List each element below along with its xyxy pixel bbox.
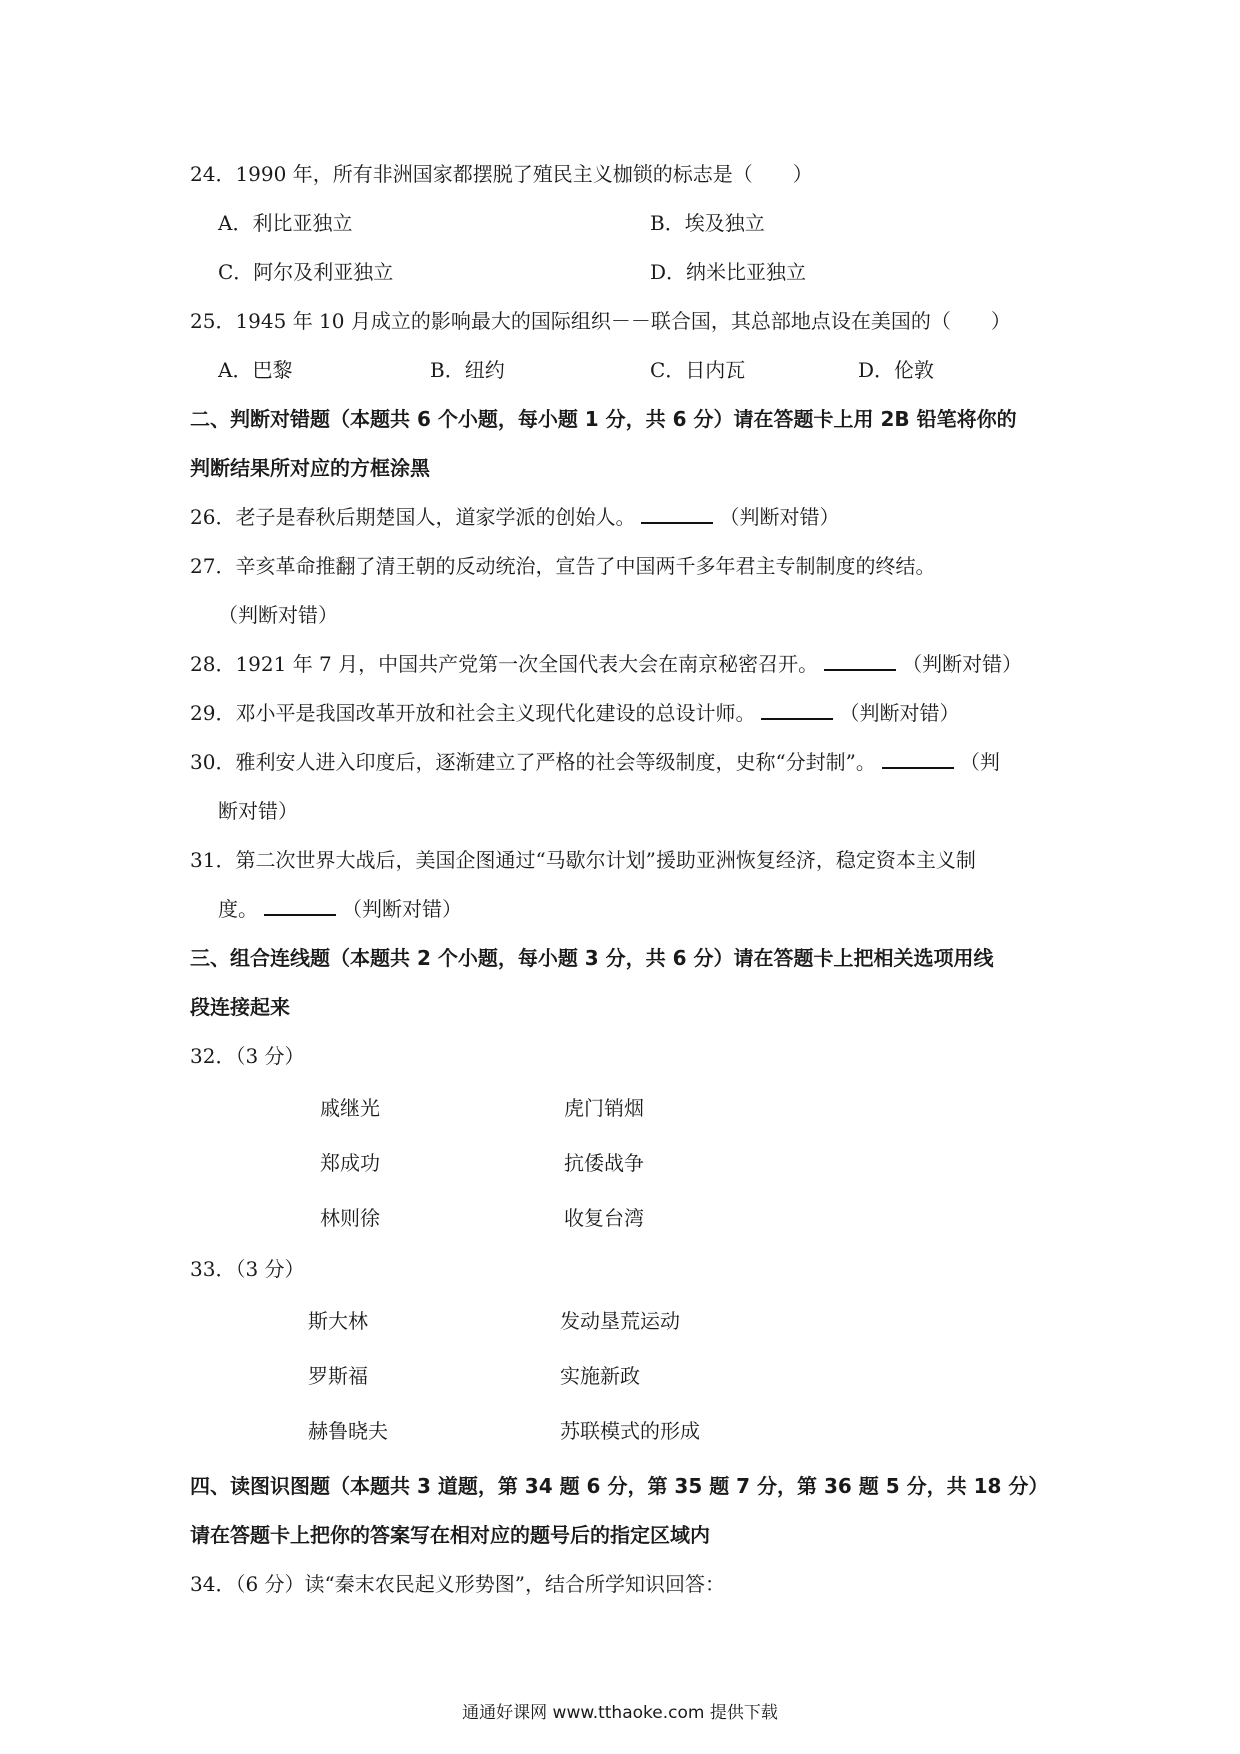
q32-left-item[interactable]: 戚继光 (320, 1096, 380, 1120)
question-26 (190, 505, 839, 529)
question-24-option-c: C．阿尔及利亚独立 (218, 260, 394, 284)
section-2-heading-line-1: 二、判断对错题（本题共 6 个小题，每小题 1 分，共 6 分）请在答题卡上用 2B 铅笔将你的 (190, 407, 1017, 431)
q32-right-item[interactable]: 收复台湾 (564, 1206, 644, 1230)
q33-right-item[interactable]: 苏联模式的形成 (560, 1419, 700, 1443)
question-31-line-1: 31．第二次世界大战后，美国企图通过“马歇尔计划”援助亚洲恢复经济，稳定资本主义制 (190, 848, 976, 872)
q33-right-item[interactable]: 实施新政 (560, 1364, 640, 1388)
question-24-option-a: A．利比亚独立 (218, 211, 353, 235)
question-34-stem: 34．（6 分）读“秦末农民起义形势图”，结合所学知识回答： (190, 1572, 725, 1596)
section-2-heading-line-2: 判断结果所对应的方框涂黑 (190, 456, 430, 480)
question-24-option-d: D．纳米比亚独立 (650, 260, 807, 284)
question-25-option-d: D．伦敦 (858, 358, 935, 382)
section-4-heading-line-2: 请在答题卡上把你的答案写在相对应的题号后的指定区域内 (190, 1523, 710, 1547)
question-28 (190, 652, 1022, 676)
question-26-text: 26．老子是春秋后期楚国人，道家学派的创始人。 (190, 505, 636, 529)
q33-left-item[interactable]: 赫鲁晓夫 (308, 1419, 388, 1443)
question-24-option-b: B．埃及独立 (650, 211, 765, 235)
page-footer: 通通好课网 www.tthaoke.com 提供下载 (462, 1703, 778, 1723)
question-30-line-2: 断对错） (218, 799, 298, 823)
question-29-text: 29．邓小平是我国改革开放和社会主义现代化建设的总设计师。 (190, 701, 756, 725)
question-33-stem: 33．（3 分） (190, 1257, 305, 1281)
answer-blank[interactable] (761, 702, 833, 720)
question-29-tail: （判断对错） (839, 701, 960, 725)
q33-right-item[interactable]: 发动垦荒运动 (560, 1309, 680, 1333)
question-29 (190, 701, 959, 725)
q32-right-item[interactable]: 虎门销烟 (564, 1096, 644, 1120)
section-4-heading-line-1: 四、读图识图题（本题共 3 道题，第 34 题 6 分，第 35 题 7 分，第 36 题 5 分，共 18 分） (190, 1474, 1049, 1498)
q33-left-item[interactable]: 罗斯福 (308, 1364, 368, 1388)
q32-right-item[interactable]: 抗倭战争 (564, 1151, 644, 1175)
answer-blank[interactable] (824, 653, 896, 671)
answer-blank[interactable] (264, 898, 336, 916)
section-3-heading-line-1: 三、组合连线题（本题共 2 个小题，每小题 3 分，共 6 分）请在答题卡上把相关选项用线 (190, 946, 994, 970)
question-28-tail: （判断对错） (902, 652, 1023, 676)
question-30-line-1 (190, 750, 1000, 774)
answer-blank[interactable] (882, 751, 954, 769)
question-25-option-c: C．日内瓦 (650, 358, 746, 382)
question-28-text: 28．1921 年 7 月，中国共产党第一次全国代表大会在南京秘密召开。 (190, 652, 819, 676)
question-25-option-a: A．巴黎 (218, 358, 293, 382)
question-25-option-b: B．纽约 (430, 358, 505, 382)
question-27-line-2: （判断对错） (218, 603, 338, 627)
question-25-stem: 25．1945 年 10 月成立的影响最大的国际组织－－联合国，其总部地点设在美国的（ ） (190, 309, 1011, 333)
q32-left-item[interactable]: 郑成功 (320, 1151, 380, 1175)
q32-left-item[interactable]: 林则徐 (320, 1206, 380, 1230)
question-27-line-1: 27．辛亥革命推翻了清王朝的反动统治，宣告了中国两千多年君主专制制度的终结。 (190, 554, 936, 578)
question-26-tail: （判断对错） (719, 505, 840, 529)
question-31-line-2 (218, 897, 462, 921)
question-31-text: 度。 (218, 897, 258, 921)
question-30-tail: （判 (959, 750, 1000, 774)
question-31-tail: （判断对错） (342, 897, 462, 921)
q33-left-item[interactable]: 斯大林 (308, 1309, 368, 1333)
question-32-stem: 32．（3 分） (190, 1044, 305, 1068)
question-30-text: 30．雅利安人进入印度后，逐渐建立了严格的社会等级制度，史称“分封制”。 (190, 750, 876, 774)
section-3-heading-line-2: 段连接起来 (190, 995, 290, 1019)
question-24-stem: 24．1990 年，所有非洲国家都摆脱了殖民主义枷锁的标志是（ ） (190, 162, 813, 186)
answer-blank[interactable] (641, 506, 713, 524)
